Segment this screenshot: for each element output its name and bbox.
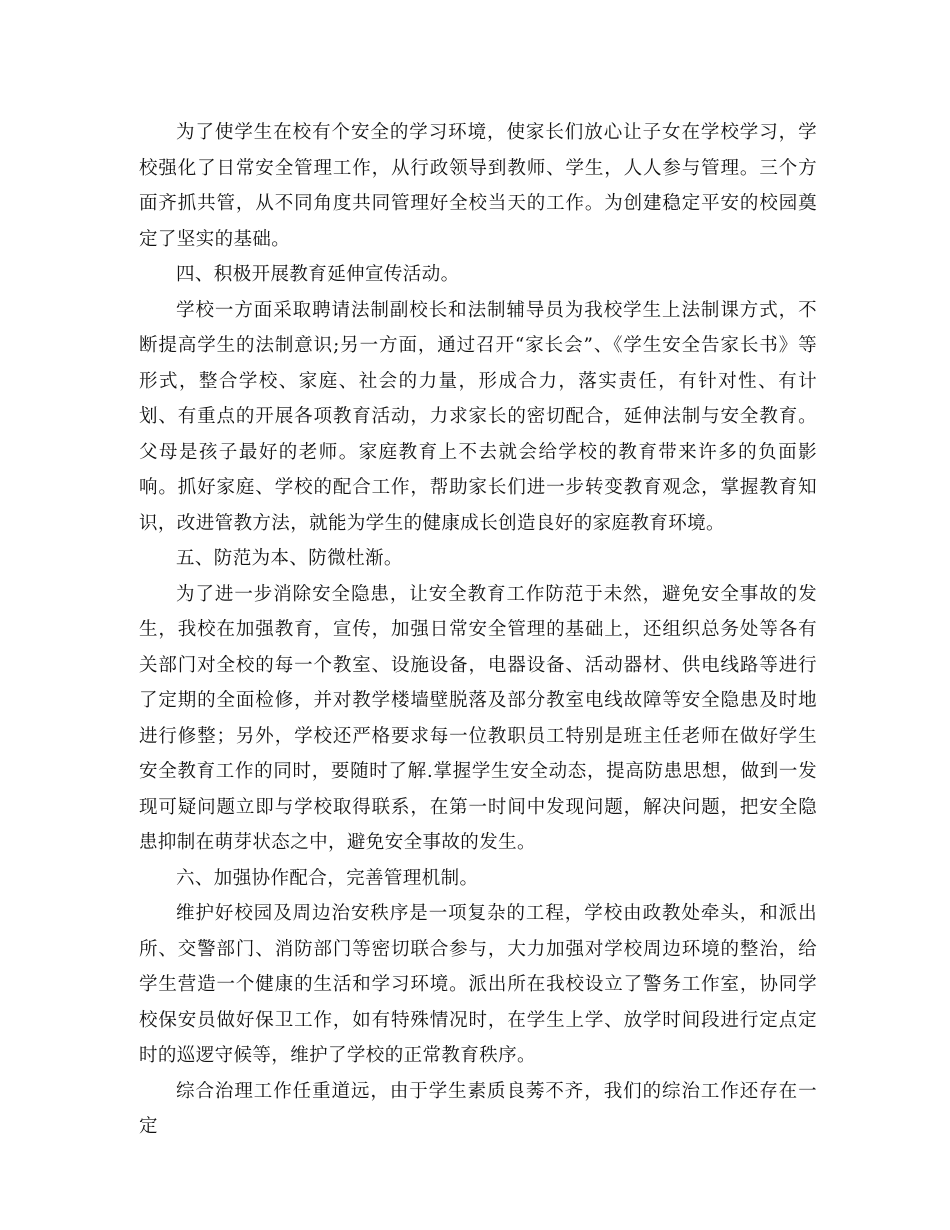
paragraph-cooperation: 维护好校园及周边治安秩序是一项复杂的工程，学校由政教处牵头，和派出所、交警部门、消防部门等密切联合参与，大力加强对学校周边环境的整治，给学生营造一个健康的生活和学习环境。派出所在我校设立了警务工作室，协同学校保安员做好保卫工作，如有特殊情况时，在学生上学、放学时间段进行定点定时的巡逻守候等，维护了学校的正常教育秩序。 (139, 903, 817, 1066)
section-heading-4: 四、积极开展教育延伸宣传活动。 (176, 264, 460, 285)
section-heading-6: 六、加强协作配合，完善管理机制。 (176, 867, 479, 889)
section-heading-5: 五、防范为本、防微杜渐。 (176, 548, 403, 569)
paragraph-prevention: 为了进一步消除安全隐患，让安全教育工作防范于未然，避免安全事故的发生，我校在加强教育，宣传，加强日常安全管理的基础上，还组织总务处等各有关部门对全校的每一个教室、设施设备，电器设备、活动器材、供电线路等进行了定期的全面检修，并对教学楼墙壁脱落及部分教室电线故障等安全隐患及时地进行修整；另外，学校还严格要求每一位教职员工特别是班主任老师在做好学生安全教育工作的同时，要随时了解.掌握学生安全动态，提高防患思想，做到一发现可疑问题立即与学校取得联系，在第一时间中发现问题，解决问题，把安全隐患抑制在萌芽状态之中，避免安全事故的发生。 (139, 583, 817, 853)
document-body (139, 115, 817, 1145)
paragraph-safe-environment: 为了使学生在校有个安全的学习环境，使家长们放心让子女在学校学习，学校强化了日常安全管理工作，从行政领导到教师、学生，人人参与管理。三个方面齐抓共管，从不同角度共同管理好全校当天的工作。为创建稳定平安的校园奠定了坚实的基础。 (139, 122, 817, 250)
paragraph-legal-education: 学校一方面采取聘请法制副校长和法制辅导员为我校学生上法制课方式，不断提高学生的法制意识;另一方面，通过召开“家长会”、《学生安全告家长书》等形式，整合学校、家庭、社会的力量，形成合力，落实责任，有针对性、有计划、有重点的开展各项教育活动，力求家长的密切配合，延伸法制与安全教育。父母是孩子最好的老师。家庭教育上不去就会给学校的教育带来许多的负面影响。抓好家庭、学校的配合工作，帮助家长们进一步转变教育观念，掌握教育知识，改进管教方法，就能为学生的健康成长创造良好的家庭教育环境。 (139, 299, 817, 534)
paragraph-conclusion: 综合治理工作任重道远，由于学生素质良莠不齐，我们的综治工作还存在一定 (139, 1080, 817, 1137)
